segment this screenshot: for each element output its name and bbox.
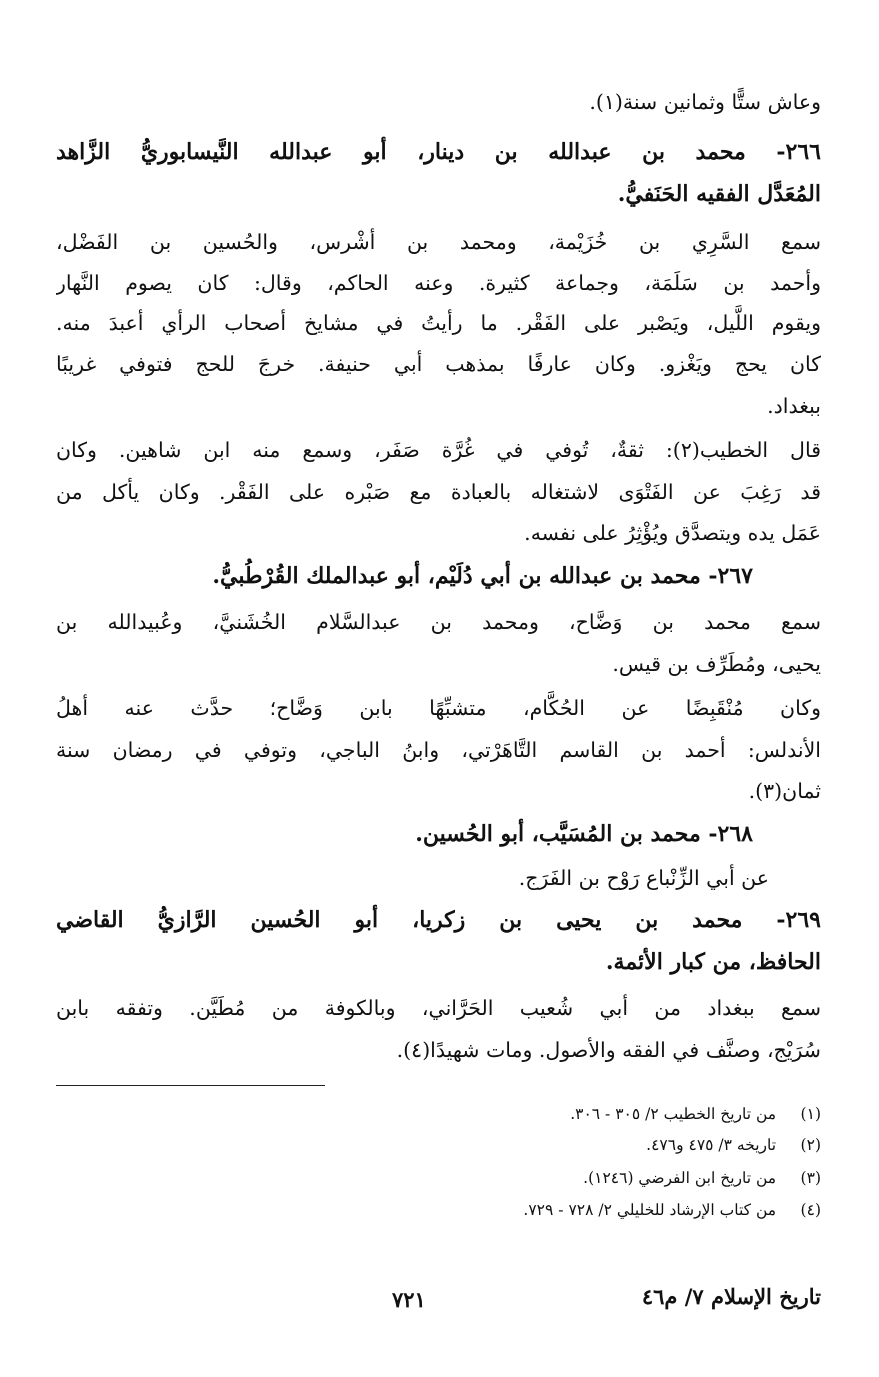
text-line: قد رَغِبَ عن الفَتْوَى لاشتغاله بالعبادة مع صَبْره على الفَقْر. وكان يأكل من [56,480,821,504]
text-line: سمع محمد بن وَضَّاح، ومحمد بن عبدالسَّلام الخُشَنيَّ، وعُبيدالله بن [56,610,821,634]
text-line: الأندلس: أحمد بن القاسم التَّاهَرْتي، وابنُ الباجي، وتوفي في رمضان سنة [56,738,821,762]
entry-heading-269: ٢٦٩- محمد بن يحيى بن زكريا، أبو الحُسين الرَّازيُّ القاضي [56,907,821,933]
text-line: وكان مُنْقَبِضًا عن الحُكَّام، متشبِّهًا بابن وَضَّاح؛ حدَّث عنه أهلُ [56,696,821,720]
footnote-number: (٢) [800,1136,821,1154]
entry-heading-267: ٢٦٧- محمد بن عبدالله بن أبي دُلَيْم، أبو عبدالملك القُرْطُبيُّ. [212,563,753,589]
text-line: كان يحج ويَغْزو. وكان عارفًا بمذهب أبي حنيفة. خرجَ للحج فتوفي غريبًا [56,352,821,376]
text-line: ببغداد. [767,394,821,418]
footnote-text: من تاريخ ابن الفرضي (١٢٤٦). [583,1169,777,1187]
footnote-text: تاريخه ٣/ ٤٧٥ و٤٧٦. [646,1136,777,1154]
entry-heading-268: ٢٦٨- محمد بن المُسَيَّب، أبو الحُسين. [415,821,753,847]
footnote-number: (١) [800,1105,821,1123]
text-line: عن أبي الزِّنْباع رَوْح بن الفَرَج. [518,866,769,890]
footnote-text: من كتاب الإرشاد للخليلي ٢/ ٧٢٨ - ٧٢٩. [523,1201,777,1219]
text-line: عَمَل يده ويتصدَّق ويُؤْثِرُ على نفسه. [524,521,821,545]
footnote [56,1196,821,1224]
footnote [56,1164,821,1192]
text-line: سمع السَّرِي بن خُزَيْمة، ومحمد بن أشْرس، والحُسين بن الفَضْل، [56,230,821,254]
text-line: ثمان(٣). [748,779,821,803]
text-line: سمع ببغداد من أبي شُعيب الحَرَّاني، وبالكوفة من مُطَيَّن. وتفقه بابن [56,996,821,1020]
text-line: وأحمد بن سَلَمَة، وجماعة كثيرة. وعنه الحاكم، وقال: كان يصوم النَّهار [56,271,821,295]
page-number: ٧٢١ [392,1287,426,1312]
footnote [56,1100,821,1128]
footnote-number: (٤) [800,1201,821,1219]
running-footer-title: تاريخ الإسلام ٧/ م٤٦ [641,1284,821,1309]
text-line: وعاش ستًّا وثمانين سنة(١). [589,90,821,114]
entry-heading-269-cont: الحافظ، من كبار الأئمة. [605,949,821,975]
footnote [56,1131,821,1159]
text-line: سُرَيْج، وصنَّف في الفقه والأصول. ومات شهيدًا(٤). [396,1038,821,1062]
entry-heading-266: ٢٦٦- محمد بن عبدالله بن دينار، أبو عبدالله النَّيسابوريُّ الزَّاهد [56,139,821,165]
entry-heading-266-cont: المُعَدَّل الفقيه الحَنَفيُّ. [617,181,821,207]
footnote-separator [56,1085,325,1086]
text-line: يحيى، ومُطَرِّف بن قيس. [612,652,821,676]
text-line: قال الخطيب(٢): ثقةٌ، تُوفي في غُرَّة صَفَر، وسمع منه ابن شاهين. وكان [56,438,821,462]
text-line: ويقوم اللَّيل، ويَصْبر على الفَقْر. ما رأيتُ في مشايخ أصحاب الرأي أعبدَ منه. [56,311,821,335]
footnote-number: (٣) [800,1169,821,1187]
footnote-text: من تاريخ الخطيب ٢/ ٣٠٥ - ٣٠٦. [570,1105,777,1123]
